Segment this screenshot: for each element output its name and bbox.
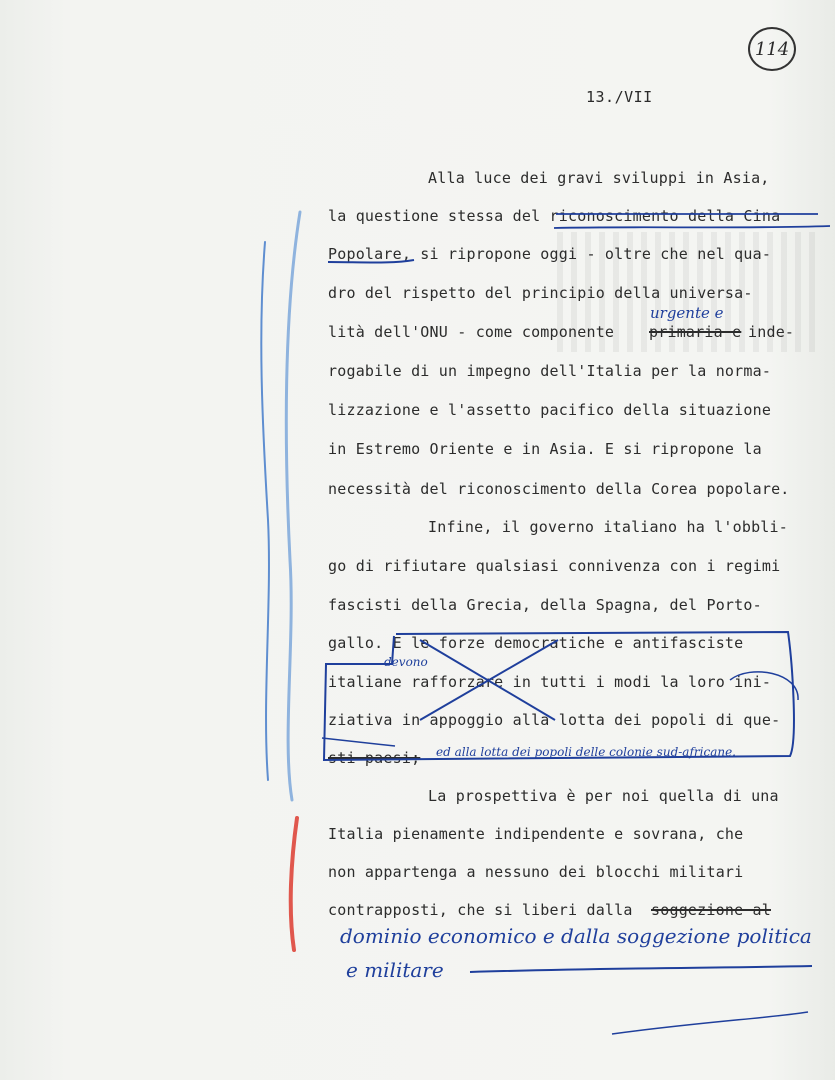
text-line: non appartenga a nessuno dei blocchi militari xyxy=(328,863,744,881)
blue-margin-line xyxy=(261,242,269,780)
text-line: in Estremo Oriente e in Asia. E si ripropone la xyxy=(328,440,762,458)
underline-insert xyxy=(470,966,812,972)
boxed-passage xyxy=(324,632,794,760)
handwritten-insert: dominio economico e dalla soggezione politica xyxy=(340,924,812,948)
text-line: la questione stessa del riconoscimento della Cina xyxy=(328,207,781,225)
text-line: lizzazione e l'assetto pacifico della situazione xyxy=(328,401,772,419)
text-line: italiane rafforzare in tutti i modi la loro ini- xyxy=(328,673,772,691)
text-line: go di rifiutare qualsiasi connivenza con i regimi xyxy=(328,557,781,575)
struck-text: sti paesi; xyxy=(328,749,421,767)
handwritten-insert: e militare xyxy=(346,958,444,982)
text-line: rogabile di un impegno dell'Italia per la norma- xyxy=(328,362,772,380)
text-line: gallo. E le forze democratiche e antifasciste xyxy=(328,634,744,652)
text-line: Popolare, si ripropone oggi - oltre che nel qua- xyxy=(328,245,772,263)
light-blue-margin-line xyxy=(286,212,300,800)
text-line: Alla luce dei gravi sviluppi in Asia, xyxy=(428,169,770,187)
text-line: La prospettiva è per noi quella di una xyxy=(428,787,779,805)
struck-text: primaria e xyxy=(649,323,742,341)
underline-popolare xyxy=(328,260,414,263)
text-line: Infine, il governo italiano ha l'obbli- xyxy=(428,518,788,536)
text-line: ziativa in appoggio alla lotta dei popoli di que- xyxy=(328,711,781,729)
page-number: 114 xyxy=(754,38,790,60)
red-margin-line xyxy=(291,818,297,950)
text-line: fascisti della Grecia, della Spagna, del Porto- xyxy=(328,596,762,614)
text-line: dro del rispetto del principio della universa- xyxy=(328,284,753,302)
handwritten-insert: devono xyxy=(384,655,428,669)
date-heading: 13./VII xyxy=(586,88,653,106)
text-line: contrapposti, che si liberi dalla xyxy=(328,901,633,919)
strike-slash xyxy=(322,738,395,746)
handwritten-insert: urgente e xyxy=(650,304,724,322)
text-line: Italia pienamente indipendente e sovrana, che xyxy=(328,825,744,843)
text-line: lità dell'ONU - come componente xyxy=(328,323,615,341)
text-line: necessità del riconoscimento della Corea popolare. xyxy=(328,480,790,498)
scribble xyxy=(730,672,798,700)
underline-cina xyxy=(554,226,830,228)
struck-text: soggezione al xyxy=(651,901,771,919)
text-line: inde- xyxy=(748,323,795,341)
long-stroke xyxy=(612,1012,808,1034)
handwritten-insert: ed alla lotta dei popoli delle colonie sud-africane. xyxy=(436,745,736,759)
